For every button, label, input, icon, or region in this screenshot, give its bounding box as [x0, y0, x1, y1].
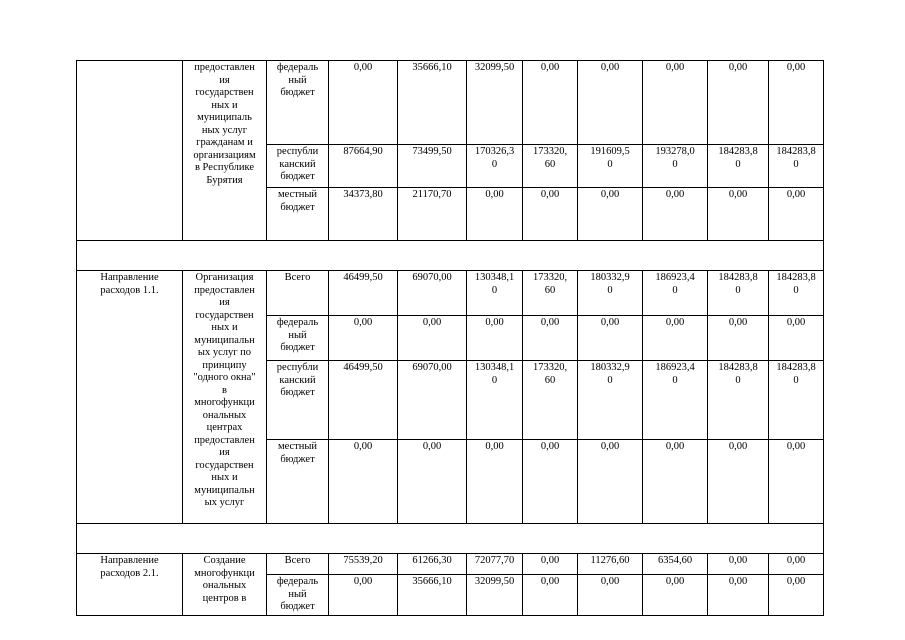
value-cell: [578, 440, 643, 524]
cell-text-line: 0,00: [422, 317, 442, 328]
value-cell: [467, 61, 523, 145]
value-cell: [523, 554, 578, 575]
value-cell: [769, 316, 824, 361]
cell-text-line: 32099,50: [474, 576, 515, 587]
cell-text-line: 6354,60: [657, 555, 693, 566]
value-cell: [708, 145, 769, 188]
cell-text-line: 0,00: [540, 62, 560, 73]
cell-text-line: центров в: [202, 592, 247, 604]
cell-text-line: 0: [672, 374, 678, 386]
value-cell: [769, 575, 824, 616]
cell-text-line: 180332,9: [590, 362, 630, 373]
value-cell: [523, 361, 578, 440]
cell-text-line: 69070,00: [412, 272, 452, 283]
value-cell: [708, 188, 769, 241]
value-cell: [398, 316, 467, 361]
measure-description: [183, 271, 267, 524]
value-cell: [523, 145, 578, 188]
value-cell: [708, 316, 769, 361]
cell-text-line: предоставлен: [194, 62, 255, 73]
cell-text-line: расходов 2.1.: [100, 567, 159, 579]
cell-text-line: 32099,50: [474, 62, 515, 73]
value-cell: [708, 271, 769, 316]
value-cell: [708, 361, 769, 440]
cell-text-line: предоставлен: [194, 284, 255, 296]
value-cell: [329, 316, 398, 361]
section-header-1: [77, 241, 824, 271]
cell-text-line: 73499,50: [412, 146, 452, 157]
cell-text-line: многофункци: [194, 567, 255, 579]
cell-text-line: 0,00: [665, 576, 685, 587]
value-cell: [523, 575, 578, 616]
cell-text-line: 0,00: [353, 576, 373, 587]
funding-source: [267, 188, 329, 241]
cell-text-line: 0,00: [728, 576, 748, 587]
value-cell: [329, 575, 398, 616]
cell-text-line: 0,00: [728, 555, 748, 566]
cell-text-line: 0: [491, 284, 498, 296]
value-cell: [467, 361, 523, 440]
cell-text-line: ный: [288, 74, 307, 86]
cell-text-line: 0,00: [540, 317, 560, 328]
value-cell: [708, 61, 769, 145]
cell-text-line: 184283,8: [776, 362, 816, 373]
cell-text-line: 130348,1: [474, 362, 515, 373]
funding-source: [267, 61, 329, 145]
cell-text-line: 0,00: [422, 441, 442, 452]
cell-text-line: 0: [735, 158, 741, 170]
cell-text-line: 0: [607, 284, 613, 296]
value-cell: [467, 188, 523, 241]
cell-text-line: 186923,4: [655, 272, 695, 283]
cell-text-line: Создание: [203, 555, 246, 566]
value-cell: [578, 575, 643, 616]
cell-text-line: 46499,50: [343, 362, 383, 373]
cell-text-line: многофункци: [194, 397, 255, 408]
value-cell: [467, 554, 523, 575]
cell-text-line: 0,00: [665, 189, 685, 200]
cell-text-line: 0,00: [786, 555, 806, 566]
cell-text-line: 0,00: [485, 317, 504, 328]
cell-text-line: "одного окна": [193, 372, 256, 383]
value-cell: [467, 316, 523, 361]
value-cell: [398, 361, 467, 440]
cell-text-line: государствен: [195, 87, 254, 98]
cell-text-line: 75539,20: [343, 555, 383, 566]
value-cell: [769, 145, 824, 188]
value-cell: [643, 188, 708, 241]
cell-text-line: предоставлен: [194, 434, 255, 446]
cell-text-line: ный: [288, 329, 307, 341]
cell-text-line: бюджет: [280, 171, 315, 182]
cell-text-line: 0,00: [728, 62, 748, 73]
value-cell: [643, 575, 708, 616]
value-cell: [523, 188, 578, 241]
measure-description: [183, 554, 267, 616]
cell-text-line: 0,00: [485, 189, 504, 200]
cell-text-line: расходов 1.1.: [100, 284, 159, 296]
cell-text-line: ональных: [202, 580, 247, 591]
cell-text-line: гражданам и: [196, 137, 253, 148]
value-cell: [467, 440, 523, 524]
cell-text-line: 173320,: [532, 272, 568, 283]
value-cell: [578, 316, 643, 361]
value-cell: [467, 145, 523, 188]
value-cell: [523, 440, 578, 524]
cell-text-line: 35666,10: [412, 576, 452, 587]
cell-text-line: бюджет: [280, 201, 315, 213]
cell-text-line: 0,00: [540, 189, 560, 200]
cell-text-line: бюджет: [280, 387, 315, 398]
value-cell: [578, 554, 643, 575]
cell-text-line: муниципальн: [194, 484, 255, 496]
value-cell: [643, 440, 708, 524]
cell-text-line: 184283,8: [718, 146, 758, 157]
value-cell: [398, 554, 467, 575]
cell-text-line: 0,00: [600, 189, 620, 200]
cell-text-line: 0: [793, 158, 799, 170]
cell-text-line: федераль: [276, 317, 319, 328]
section-header-row: [77, 241, 824, 271]
cell-text-line: бюджет: [280, 342, 315, 353]
value-cell: [769, 188, 824, 241]
cell-text-line: 170326,3: [474, 146, 515, 157]
cell-text-line: ия: [219, 447, 230, 458]
cell-text-line: 0: [607, 158, 613, 170]
cell-text-line: бюджет: [280, 87, 315, 98]
cell-text-line: ых услуг по: [197, 347, 252, 358]
cell-text-line: 0,00: [600, 441, 620, 452]
funding-source: [267, 554, 329, 575]
cell-text-line: 0: [672, 284, 678, 296]
cell-text-line: 0: [607, 374, 613, 386]
cell-text-line: 0,00: [786, 317, 806, 328]
cell-text-line: 173320,: [532, 146, 568, 157]
value-cell: [708, 575, 769, 616]
value-cell: [329, 554, 398, 575]
cell-text-line: 0,00: [728, 317, 748, 328]
cell-text-line: 186923,4: [655, 362, 695, 373]
cell-text-line: 0: [793, 284, 799, 296]
value-cell: [398, 271, 467, 316]
cell-text-line: 0,00: [485, 441, 504, 452]
cell-text-line: ональных: [202, 409, 247, 421]
cell-text-line: 184283,8: [718, 362, 758, 373]
value-cell: [578, 145, 643, 188]
value-cell: [769, 271, 824, 316]
cell-text-line: 130348,1: [474, 272, 515, 283]
cell-text-line: ных и: [211, 472, 238, 483]
cell-text-line: Направление: [100, 272, 159, 283]
cell-text-line: местный: [277, 189, 318, 200]
value-cell: [769, 61, 824, 145]
cell-text-line: ия: [219, 74, 230, 86]
cell-text-line: 0: [793, 374, 799, 386]
cell-text-line: 0,00: [786, 441, 806, 452]
value-cell: [769, 440, 824, 524]
cell-text-line: 0: [491, 374, 498, 386]
cell-text-line: ых услуг: [204, 497, 245, 508]
value-cell: [708, 440, 769, 524]
cell-text-line: федераль: [276, 62, 319, 73]
value-cell: [643, 145, 708, 188]
cell-text-line: 0,00: [540, 441, 560, 452]
cell-text-line: 0: [735, 374, 741, 386]
value-cell: [398, 61, 467, 145]
cell-text-line: 0: [491, 158, 498, 170]
value-cell: [523, 271, 578, 316]
value-cell: [523, 61, 578, 145]
value-cell: [643, 554, 708, 575]
cell-text-line: 0,00: [353, 441, 373, 452]
cell-text-line: государствен: [195, 309, 254, 321]
cell-text-line: 0,00: [665, 317, 685, 328]
cell-text-line: Всего: [284, 272, 311, 283]
cell-text-line: ных и: [211, 322, 238, 333]
measure-description: [183, 61, 267, 241]
cell-text-line: Бурятия: [206, 174, 243, 186]
cell-text-line: центрах: [206, 422, 243, 433]
value-cell: [398, 440, 467, 524]
cell-text-line: 184283,8: [776, 272, 816, 283]
cell-text-line: Направление: [100, 555, 159, 566]
value-cell: [769, 361, 824, 440]
cell-text-line: 0: [735, 284, 741, 296]
cell-text-line: государствен: [195, 459, 254, 471]
value-cell: [643, 61, 708, 145]
cell-text-line: 0,00: [600, 317, 620, 328]
table-row: [77, 271, 824, 316]
direction-cell: [77, 554, 183, 616]
direction-cell: [77, 61, 183, 241]
cell-text-line: 191609,5: [590, 146, 630, 157]
value-cell: [643, 316, 708, 361]
budget-table: [76, 60, 824, 616]
cell-text-line: 0,00: [728, 189, 748, 200]
cell-text-line: ный: [288, 588, 307, 600]
cell-text-line: 0,00: [353, 62, 373, 73]
cell-text-line: бюджет: [280, 453, 315, 465]
value-cell: [578, 61, 643, 145]
value-cell: [467, 271, 523, 316]
cell-text-line: 60: [544, 284, 556, 296]
cell-text-line: 0,00: [600, 576, 620, 587]
value-cell: [578, 271, 643, 316]
cell-text-line: канский: [279, 374, 316, 386]
cell-text-line: принципу: [202, 359, 247, 371]
section-header-row: [77, 524, 824, 554]
cell-text-line: 60: [544, 158, 556, 170]
funding-source: [267, 316, 329, 361]
cell-text-line: ных услуг: [201, 124, 248, 136]
cell-text-line: муниципаль: [197, 112, 252, 123]
value-cell: [467, 575, 523, 616]
cell-text-line: ных и: [211, 99, 238, 111]
funding-source: [267, 145, 329, 188]
value-cell: [329, 361, 398, 440]
value-cell: [329, 61, 398, 145]
cell-text-line: 180332,9: [590, 272, 630, 283]
cell-text-line: 0,00: [786, 576, 806, 587]
value-cell: [398, 145, 467, 188]
cell-text-line: Организация: [195, 272, 254, 283]
cell-text-line: 0,00: [786, 189, 806, 200]
cell-text-line: республи: [276, 146, 319, 157]
cell-text-line: 72077,70: [474, 555, 515, 566]
cell-text-line: 60: [544, 374, 556, 386]
cell-text-line: 0: [672, 158, 678, 170]
cell-text-line: в Республике: [194, 162, 255, 173]
cell-text-line: 61266,30: [412, 555, 452, 566]
cell-text-line: республи: [276, 362, 319, 373]
direction-cell: [77, 271, 183, 524]
cell-text-line: муниципальн: [194, 334, 255, 346]
cell-text-line: 184283,8: [776, 146, 816, 157]
value-cell: [578, 188, 643, 241]
funding-source: [267, 440, 329, 524]
cell-text-line: 87664,90: [343, 146, 383, 157]
cell-text-line: канский: [279, 158, 316, 170]
cell-text-line: 11276,60: [590, 555, 630, 566]
value-cell: [578, 361, 643, 440]
value-cell: [769, 554, 824, 575]
cell-text-line: 0,00: [540, 555, 560, 566]
cell-text-line: 46499,50: [343, 272, 383, 283]
cell-text-line: 0,00: [665, 62, 685, 73]
value-cell: [329, 271, 398, 316]
value-cell: [523, 316, 578, 361]
cell-text-line: бюджет: [280, 601, 315, 612]
value-cell: [398, 575, 467, 616]
table-row: [77, 61, 824, 145]
funding-source: [267, 361, 329, 440]
table-row: [77, 554, 824, 575]
cell-text-line: 193278,0: [655, 146, 695, 157]
section-header-2: [77, 524, 824, 554]
cell-text-line: федераль: [276, 576, 319, 587]
cell-text-line: 0,00: [353, 317, 373, 328]
value-cell: [643, 271, 708, 316]
value-cell: [329, 145, 398, 188]
cell-text-line: 34373,80: [343, 189, 383, 200]
cell-text-line: 0,00: [540, 576, 560, 587]
cell-text-line: Всего: [284, 555, 311, 566]
funding-source: [267, 271, 329, 316]
cell-text-line: организациям: [193, 149, 256, 161]
cell-text-line: 35666,10: [412, 62, 452, 73]
cell-text-line: 69070,00: [412, 362, 452, 373]
value-cell: [398, 188, 467, 241]
cell-text-line: 0,00: [600, 62, 620, 73]
cell-text-line: 0,00: [728, 441, 748, 452]
value-cell: [708, 554, 769, 575]
cell-text-line: в: [222, 384, 227, 396]
value-cell: [329, 440, 398, 524]
funding-source: [267, 575, 329, 616]
cell-text-line: 173320,: [532, 362, 568, 373]
cell-text-line: 0,00: [665, 441, 685, 452]
value-cell: [329, 188, 398, 241]
value-cell: [643, 361, 708, 440]
cell-text-line: 21170,70: [412, 189, 452, 200]
cell-text-line: местный: [277, 441, 318, 452]
cell-text-line: 184283,8: [718, 272, 758, 283]
cell-text-line: ия: [219, 297, 230, 308]
cell-text-line: 0,00: [786, 62, 806, 73]
